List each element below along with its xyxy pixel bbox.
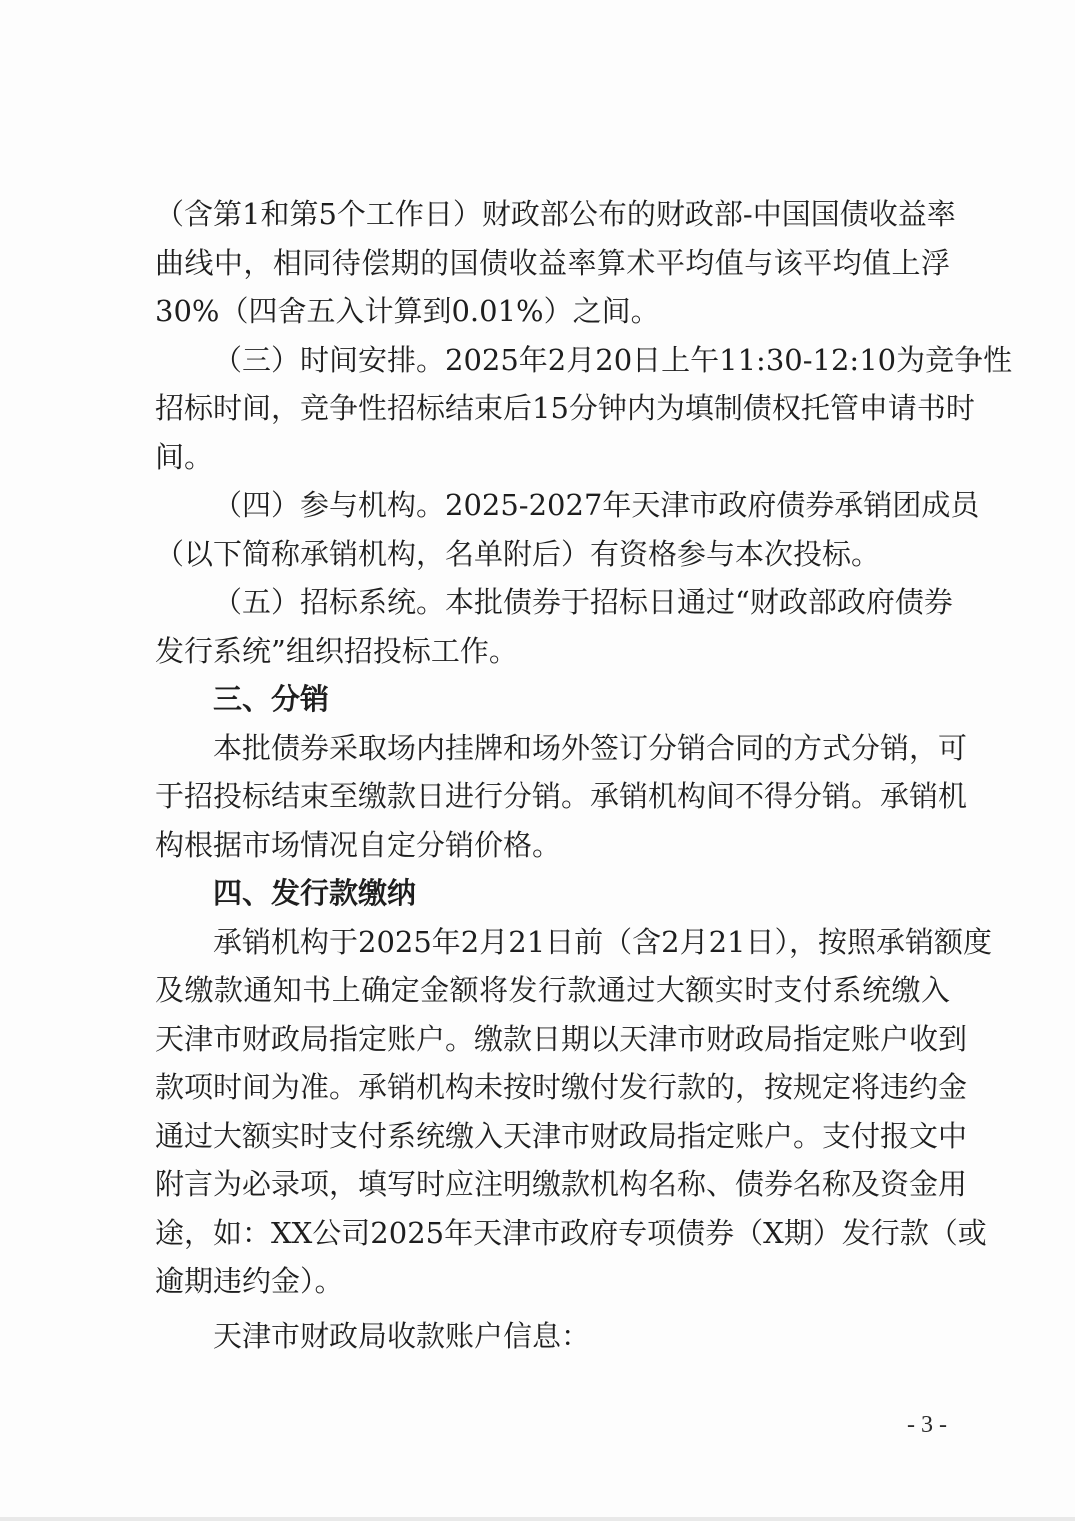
text-line: 天津市财政局收款账户信息： bbox=[213, 1318, 591, 1353]
text-line: 款项时间为准。承销机构未按时缴付发行款的，按规定将违约金 bbox=[155, 1070, 968, 1104]
text-line: 通过大额实时支付系统缴入天津市财政局指定账户。支付报文中 bbox=[155, 1118, 968, 1153]
page-number: - 3 - bbox=[907, 1412, 947, 1438]
text-line: 逾期违约金）。 bbox=[155, 1264, 344, 1298]
text-line: 30%（四舍五入计算到0.01%）之间。 bbox=[155, 294, 660, 328]
text-line: 间。 bbox=[155, 439, 214, 474]
text-line: 途，如：XX公司2025年天津市政府专项债券（X期）发行款（或 bbox=[155, 1215, 987, 1250]
text-line: （四）参与机构。2025-2027年天津市政府债券承销团成员 bbox=[213, 488, 980, 522]
text-line: 发行系统”组织招投标工作。 bbox=[155, 633, 518, 668]
text-line: 天津市财政局指定账户。缴款日期以天津市财政局指定账户收到 bbox=[155, 1021, 968, 1056]
text-line: 曲线中，相同待偿期的国债收益率算术平均值与该平均值上浮 bbox=[155, 245, 950, 280]
text-line: 及缴款通知书上确定金额将发行款通过大额实时支付系统缴入 bbox=[155, 973, 950, 1007]
text-line: （含第1和第5个工作日）财政部公布的财政部-中国国债收益率 bbox=[155, 197, 956, 231]
section-heading-distribution: 三、分销 bbox=[213, 682, 330, 716]
text-line: 构根据市场情况自定分销价格。 bbox=[155, 827, 562, 862]
text-line: （以下简称承销机构，名单附后）有资格参与本次投标。 bbox=[155, 536, 881, 571]
text-line: （五）招标系统。本批债券于招标日通过“财政部政府债券 bbox=[213, 585, 953, 619]
scan-edge bbox=[0, 1517, 1075, 1521]
body-text bbox=[155, 190, 1013, 1360]
text-line: 附言为必录项，填写时应注明缴款机构名称、债券名称及资金用 bbox=[155, 1167, 968, 1201]
text-line: 于招投标结束至缴款日进行分销。承销机构间不得分销。承销机 bbox=[155, 779, 968, 813]
text-line: 本批债券采取场内挂牌和场外签订分销合同的方式分销，可 bbox=[213, 730, 968, 765]
text-line: （三）时间安排。2025年2月20日上午11:30-12:10为竞争性 bbox=[213, 342, 1013, 377]
text-line: 承销机构于2025年2月21日前（含2月21日），按照承销额度 bbox=[213, 924, 993, 959]
text-line: 招标时间，竞争性招标结束后15分钟内为填制债权托管申请书时 bbox=[155, 391, 975, 425]
section-heading-payment: 四、发行款缴纳 bbox=[213, 876, 417, 910]
